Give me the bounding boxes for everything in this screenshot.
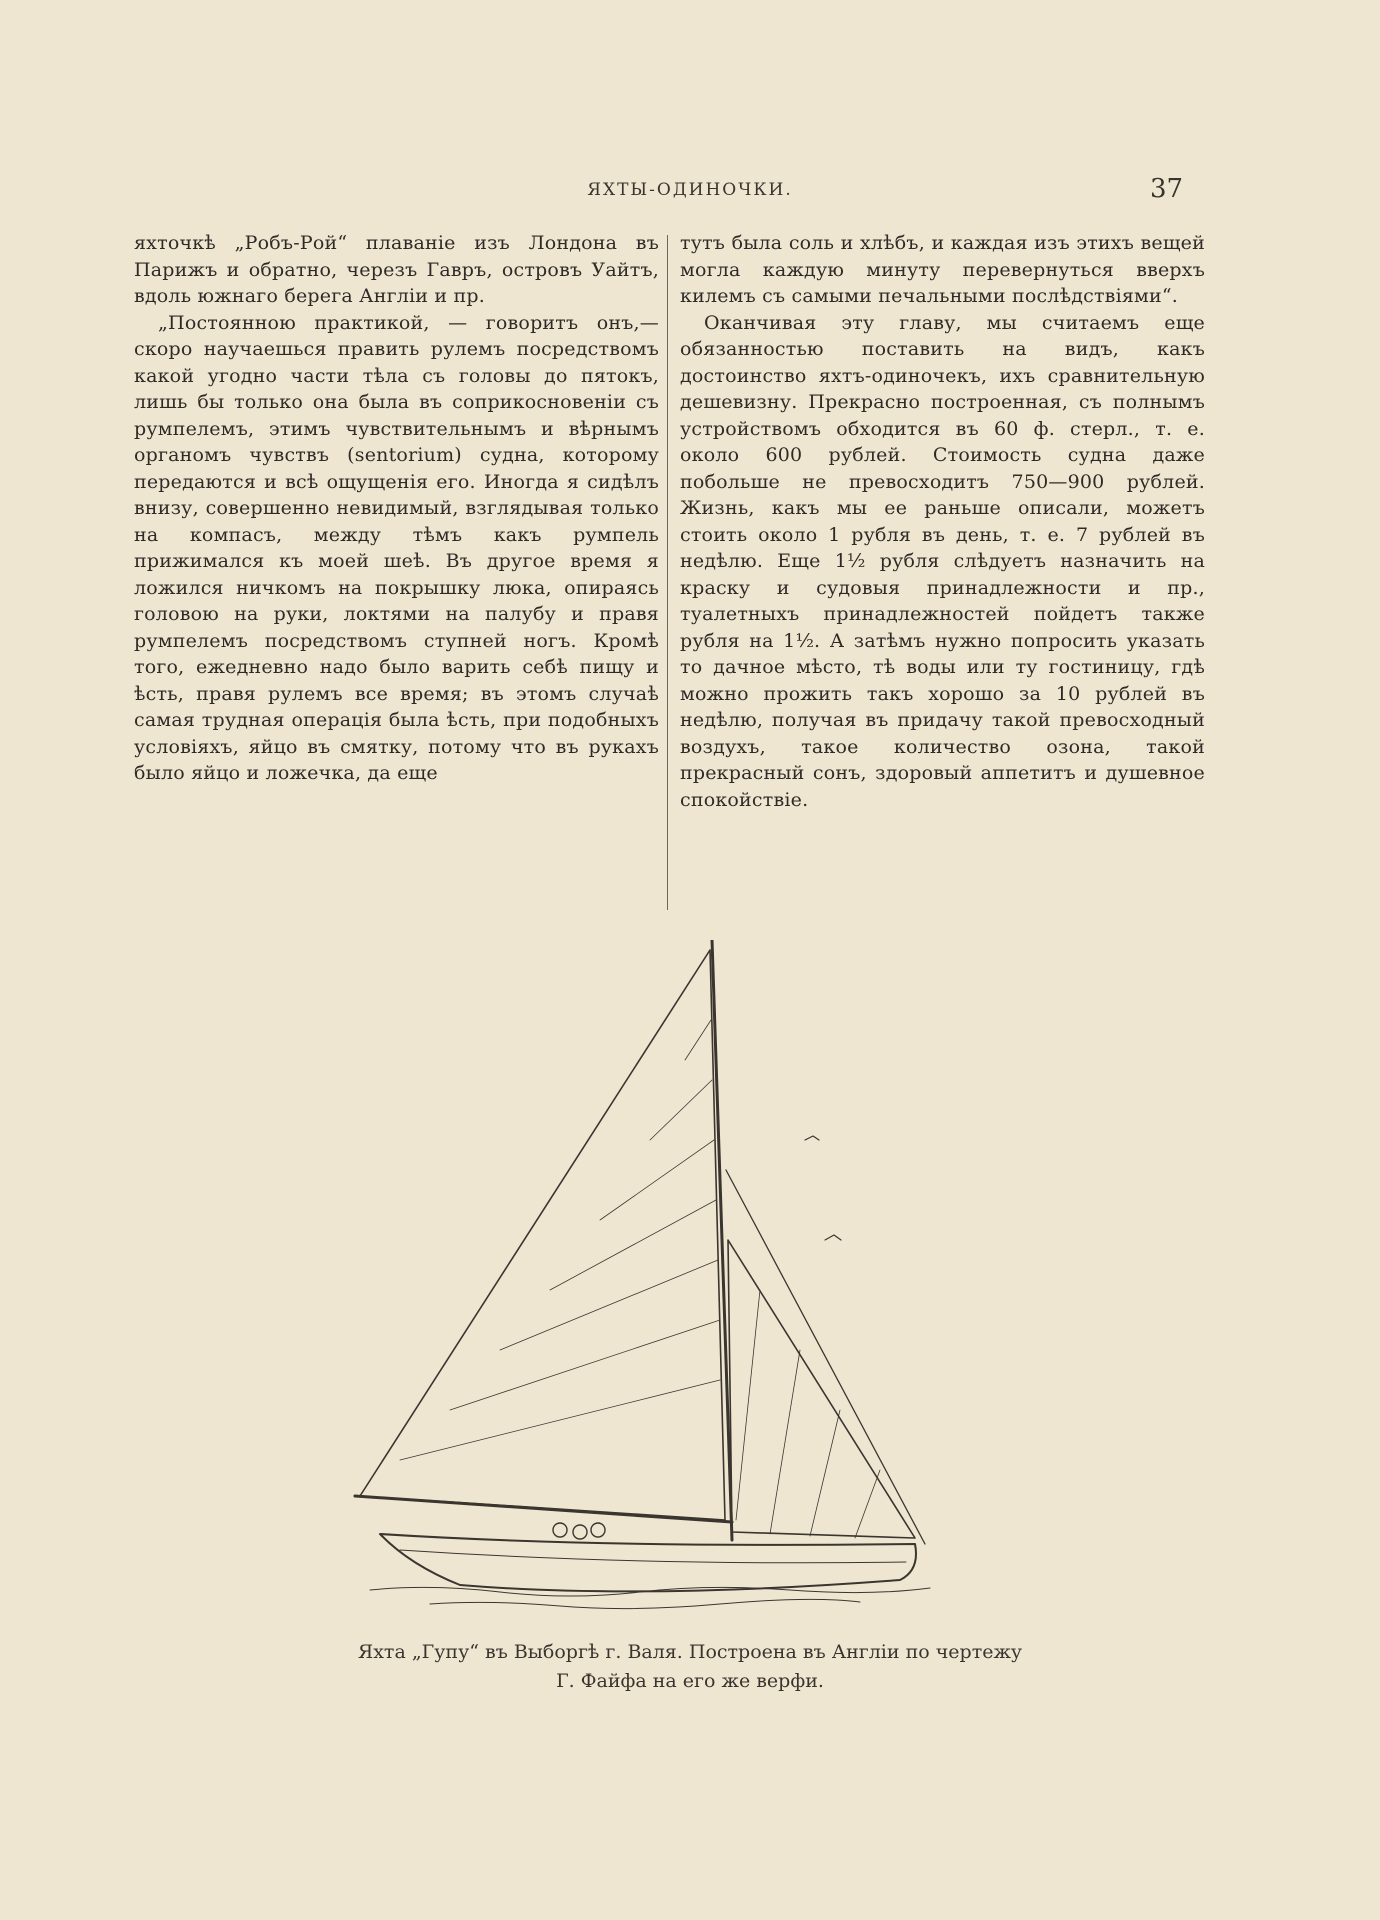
right-paragraph-1: тутъ была соль и хлѣбъ, и каждая изъ этихъ вещей могла каждую минуту перевернуться вверхъ килемъ съ самыми печальными послѣдствіями“.	[680, 232, 1205, 307]
right-paragraph-2: Оканчивая эту главу, мы считаемъ еще обязанностью поставить на видъ, какъ достоинство яхтъ-одиночекъ, ихъ сравнительную дешевизну. Прекрасно построенная, съ полнымъ устройствомъ обходится въ 60 ф. стерл., т. е. около 600 рублей. Стоимость судна даже побольше не превосходитъ 750—900 рублей. Жизнь, какъ мы ее раньше описали, можетъ стоить около 1 рубля въ день, т. е. 7 рублей въ недѣлю. Еще 1½ рубля слѣдуетъ назначить на краску и судовыя принадлежности и пр., туалетныхъ принадлежностей пойдетъ также рубля на 1½. А затѣмъ нужно попросить указать то дачное мѣсто, тѣ воды или ту гостиницу, гдѣ можно прожить такъ хорошо за 10 рублей въ недѣлю, получая въ придачу такой превосходный воздухъ, такое количество озона, такой прекрасный сонъ, здоровый аппетитъ и душевное спокойствіе.	[680, 311, 1205, 811]
caption-line-1: Яхта „Гупу“ въ Выборгѣ г. Валя. Построена въ Англіи по чертежу	[357, 1641, 1023, 1663]
page-number: 37	[1150, 174, 1184, 204]
figure-caption	[240, 1638, 1140, 1696]
left-column	[134, 230, 659, 787]
right-column	[680, 230, 1205, 813]
yacht-illustration	[340, 940, 940, 1610]
caption-line-2: Г. Файфа на его же верфи.	[556, 1670, 824, 1692]
left-paragraph-1: яхточкѣ „Робъ-Рой“ плаваніе изъ Лондона въ Парижъ и обратно, черезъ Гавръ, островъ Уайтъ, вдоль южнаго берега Англіи и пр.	[134, 232, 659, 307]
column-divider	[667, 235, 668, 910]
yacht-engraving	[355, 940, 930, 1609]
left-paragraph-2: „Постоянною практикой, — говоритъ онъ,—скоро научаешься править рулемъ посредствомъ какой угодно части тѣла съ головы до пятокъ, лишь бы только она была въ соприкосновеніи съ румпелемъ, этимъ чувствительнымъ и вѣрнымъ органомъ чувствъ (sentorium) судна, которому передаются и всѣ ощущенія его. Иногда я сидѣлъ внизу, совершенно невидимый, взглядывая только на компасъ, между тѣмъ какъ румпель прижимался къ моей шеѣ. Въ другое время я ложился ничкомъ на покрышку люка, опираясь головою на руки, локтями на палубу и правя румпелемъ посредствомъ ступней ногъ. Кромѣ того, ежедневно надо было варить себѣ пищу и ѣсть, правя рулемъ все время; въ этомъ случаѣ самая трудная операція была ѣсть, при подобныхъ условіяхъ, яйцо въ смятку, потому что въ рукахъ было яйцо и ложечка, да еще	[134, 311, 659, 784]
running-title: ЯХТЫ-ОДИНОЧКИ.	[587, 180, 793, 200]
